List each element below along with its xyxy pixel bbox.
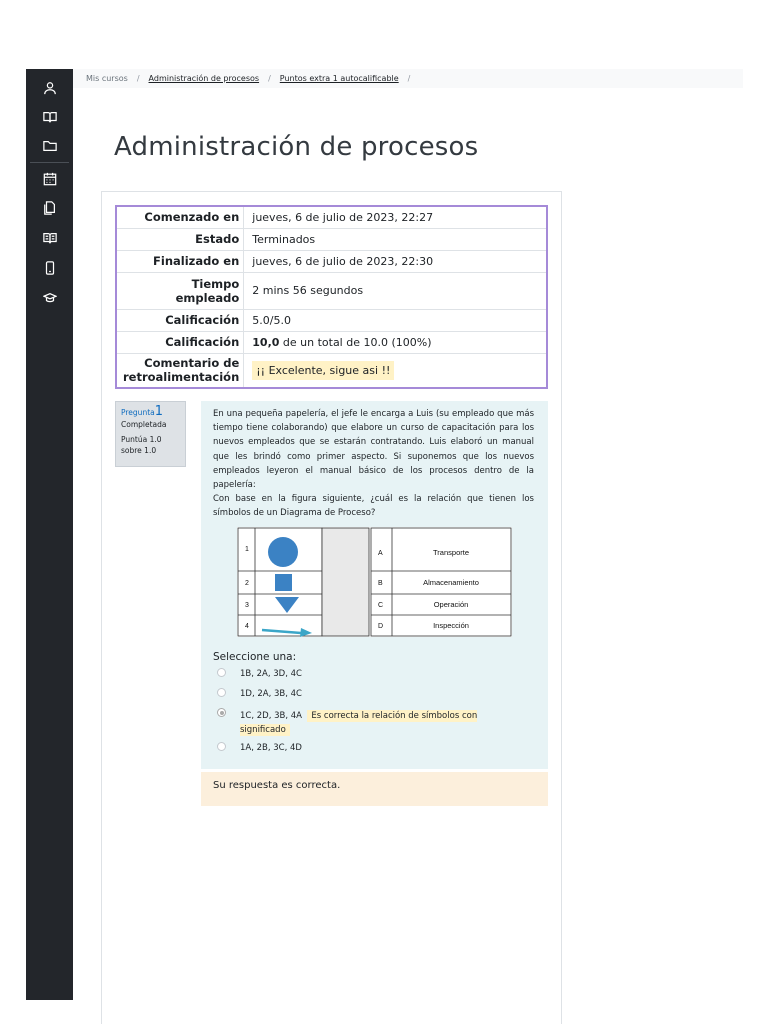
answer-option-label: 1D, 2A, 3B, 4C	[240, 689, 302, 699]
radio-button[interactable]	[217, 668, 226, 677]
question-state: Completada	[121, 420, 167, 429]
question-text	[213, 407, 534, 521]
attempt-summary-table	[115, 205, 548, 389]
calendar-icon[interactable]	[42, 171, 58, 187]
answer-option[interactable]	[217, 689, 302, 699]
grade-total: de un total de 10.0 (100%)	[279, 335, 432, 349]
figure-symbol-name: Almacenamiento	[423, 578, 479, 587]
summary-row-time-taken	[116, 272, 547, 309]
summary-value: 5.0/5.0	[244, 309, 547, 331]
question-grade-line: Puntúa 1.0	[121, 435, 162, 444]
question-paragraph: En una pequeña papelería, el jefe le encarga a Luis (su empleado que más tiempo tiene colaborando) que elabore un curso de capacitación para los nuevos empleados que se estarán contratando. Luis elaboró un manual que les brindó como primer aspecto. Si suponemos que los nuevos empleados leyeron el manual básico de los procesos dentro de la papelería:	[213, 409, 534, 491]
question-info	[115, 401, 186, 467]
answer-option-label: 1A, 2B, 3C, 4D	[240, 743, 302, 753]
summary-label: Calificación	[116, 309, 244, 331]
result-feedback: Su respuesta es correcta.	[201, 772, 548, 806]
summary-row-grade-marks	[116, 309, 547, 331]
breadcrumb-home[interactable]: Mis cursos	[86, 74, 128, 83]
figure-letter: A	[378, 550, 383, 557]
summary-row-grade	[116, 331, 547, 353]
radio-button[interactable]	[217, 688, 226, 697]
square-symbol	[275, 574, 292, 591]
summary-value: jueves, 6 de julio de 2023, 22:27	[244, 206, 547, 228]
question-content	[201, 401, 548, 769]
symbols-diagram	[237, 527, 512, 637]
circle-symbol	[268, 537, 298, 567]
answer-option[interactable]	[217, 743, 302, 753]
summary-label: Estado	[116, 228, 244, 250]
figure-letter: B	[378, 580, 383, 587]
breadcrumb-separator: /	[268, 74, 271, 83]
summary-label: Comenzado en	[116, 206, 244, 228]
summary-value: jueves, 6 de julio de 2023, 22:30	[244, 250, 547, 272]
left-sidebar	[26, 69, 73, 1000]
summary-label: Calificación	[116, 331, 244, 353]
answer-option-label: 1B, 2A, 3D, 4C	[240, 669, 302, 679]
answer-option-selected[interactable]	[217, 709, 517, 737]
sidebar-divider	[30, 162, 69, 163]
summary-label: Tiempo empleado	[116, 272, 244, 309]
user-graduate-icon[interactable]	[42, 80, 58, 96]
summary-label: Comentario de retroalimentación	[116, 353, 244, 388]
answer-feedback: Es correcta la relación de símbolos con significado	[240, 711, 478, 735]
figure-letter: D	[378, 623, 384, 630]
radio-button-checked[interactable]	[217, 708, 226, 717]
breadcrumb	[73, 69, 743, 88]
figure-number: 2	[245, 580, 249, 587]
summary-value	[244, 331, 547, 353]
book-open-icon[interactable]	[42, 230, 58, 246]
breadcrumb-quiz-link[interactable]: Puntos extra 1 autocalificable	[279, 74, 399, 83]
figure-symbol-name: Operación	[433, 600, 469, 609]
figure-symbol-name: Inspección	[433, 621, 469, 630]
grade-value: 10,0	[252, 335, 280, 349]
process-symbols-figure	[237, 527, 512, 637]
summary-row-started	[116, 206, 547, 228]
summary-row-feedback	[116, 353, 547, 388]
book-icon[interactable]	[42, 109, 58, 125]
graduation-cap-icon[interactable]	[42, 290, 58, 306]
overall-feedback: ¡¡ Excelente, sigue asi !!	[252, 361, 394, 380]
question-grade-line: sobre 1.0	[121, 446, 157, 455]
summary-row-finished	[116, 250, 547, 272]
files-icon[interactable]	[42, 200, 58, 216]
figure-symbol-name: Transporte	[433, 548, 469, 557]
question-grade	[121, 434, 180, 456]
radio-button[interactable]	[217, 742, 226, 751]
question-paragraph: Con base en la figura siguiente, ¿cuál es la relación que tienen los símbolos de un Diagrama de Proceso?	[213, 494, 534, 519]
summary-value: Terminados	[244, 228, 547, 250]
question-label: Pregunta	[121, 408, 155, 417]
figure-number: 3	[245, 602, 249, 609]
page-title: Administración de procesos	[114, 132, 479, 162]
answer-option[interactable]	[217, 669, 302, 679]
breadcrumb-separator: /	[136, 74, 140, 83]
breadcrumb-separator: /	[407, 74, 411, 83]
mobile-icon[interactable]	[42, 260, 58, 276]
figure-number: 4	[245, 623, 249, 630]
answer-option-text: 1C, 2D, 3B, 4A	[240, 711, 302, 721]
figure-number: 1	[245, 546, 249, 553]
figure-letter: C	[378, 602, 384, 609]
question-number: 1	[154, 404, 164, 419]
summary-value: 2 mins 56 segundos	[244, 272, 547, 309]
summary-label: Finalizado en	[116, 250, 244, 272]
summary-value	[244, 353, 547, 388]
summary-row-state	[116, 228, 547, 250]
answer-option-label	[240, 709, 517, 737]
folder-icon[interactable]	[42, 138, 58, 154]
select-one-label: Seleccione una:	[213, 651, 297, 663]
breadcrumb-course-link[interactable]: Administración de procesos	[148, 74, 260, 83]
